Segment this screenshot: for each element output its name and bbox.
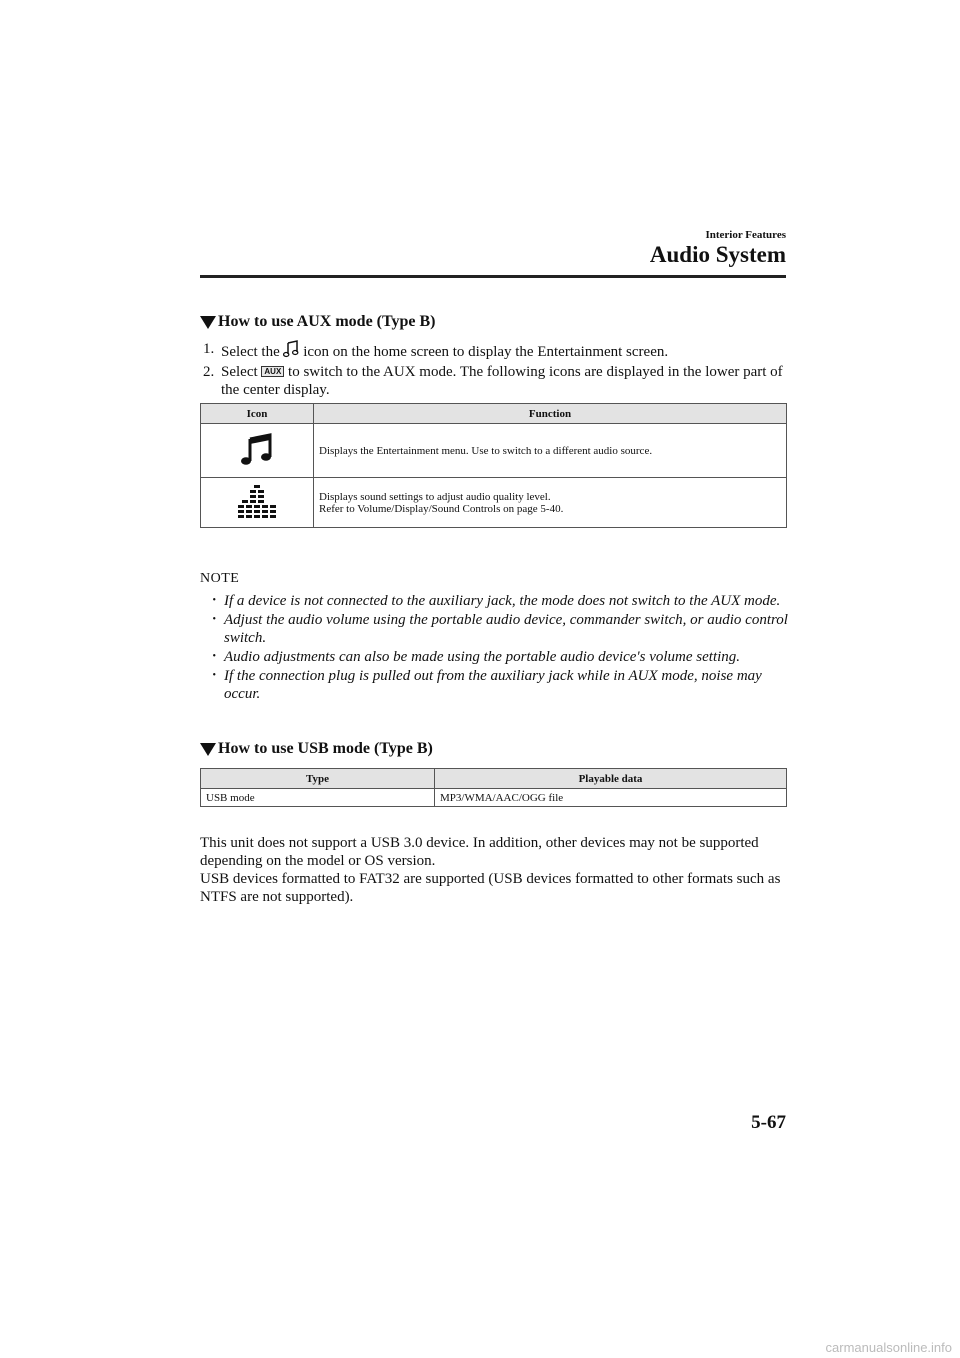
music-note-icon [240,457,274,469]
usb-description: This unit does not support a USB 3.0 device. In addition, other devices may not be supported depending on the model or OS version. USB devices formatted to FAT32 are supported (USB devices formatted to other formats such as NTFS are not supported). [200,835,781,905]
watermark: carmanualsonline.info [825,1340,952,1355]
list-item: • If the connection plug is pulled out from the auxiliary jack while in AUX mode, noise may occur. [212,668,762,702]
equalizer-icon [237,509,277,521]
usb-data-table [200,768,787,807]
triangle-marker-icon [200,316,216,329]
list-item: • If a device is not connected to the auxiliary jack, the mode does not switch to the AUX mode. [212,593,781,609]
header-divider [200,275,786,278]
step-2: 2. Select AUX to switch to the AUX mode. The following icons are displayed in the lower part of the center display. [203,364,783,398]
function-cell: Displays the Entertainment menu. Use to switch to a different audio source. [314,424,787,478]
step-1: 1. Select the icon on the home screen to display the Entertainment screen. [203,340,788,363]
triangle-marker-icon [200,743,216,756]
list-item: • Adjust the audio volume using the portable audio device, commander switch, or audio control switch. [212,612,788,646]
table-row [201,424,787,478]
note-box [200,570,790,704]
usb-heading: How to use USB mode (Type B) [200,740,433,758]
aux-icon: AUX [261,366,284,377]
section-title: Audio System [649,242,786,267]
music-note-icon [283,340,299,363]
page-number: 5-67 [751,1112,786,1133]
table-row [201,478,787,528]
aux-steps [203,340,788,399]
aux-heading: How to use AUX mode (Type B) [200,313,435,331]
table-row: USB mode MP3/WMA/AAC/OGG file [201,789,787,807]
chapter-label: Interior Features [705,229,786,241]
function-cell: Displays sound settings to adjust audio quality level. Refer to Volume/Display/Sound Controls on page 5-40. [314,478,787,528]
note-label: NOTE [200,571,240,586]
table-header-row: Type Playable data [201,769,787,789]
note-list [200,592,790,703]
aux-icon-table [200,403,787,528]
list-item: • Audio adjustments can also be made using the portable audio device's volume setting. [212,649,741,665]
table-header-row: Icon Function [201,404,787,424]
